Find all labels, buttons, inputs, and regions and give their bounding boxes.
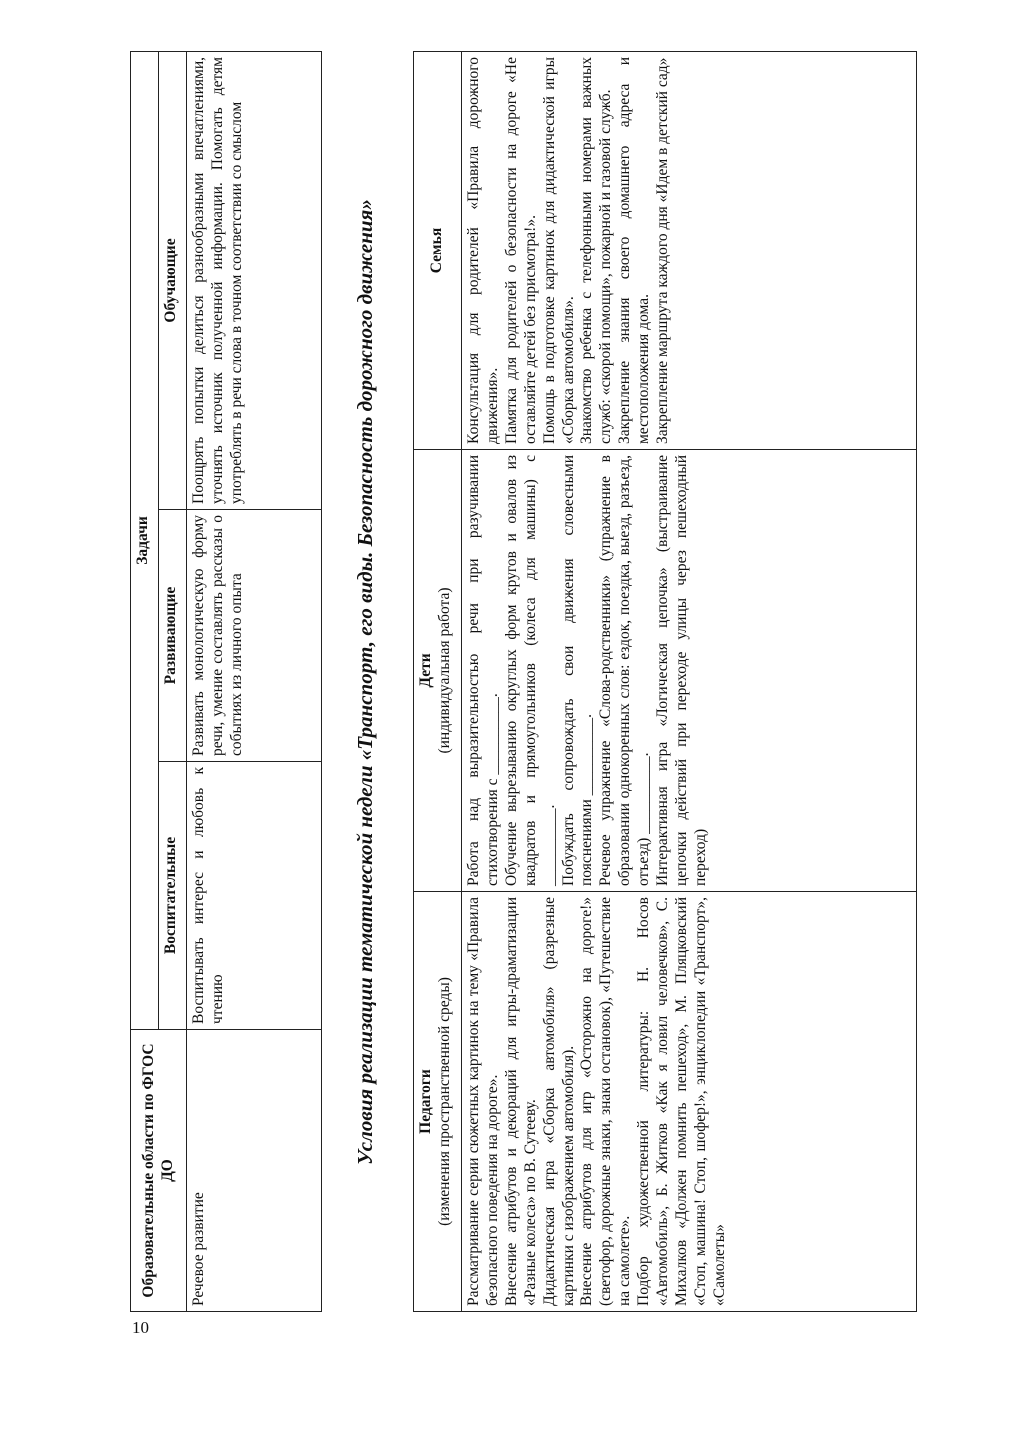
table-row	[414, 52, 462, 1312]
header-tasks: Задачи	[131, 52, 159, 1030]
list-item: Рассматривание серии сюжетных картинок на тему «Правила безопасного поведения на дороге».	[465, 897, 501, 1306]
row-developing: Развивать монологическую форму речи, умение составлять рассказы о событиях из личного опыта	[187, 510, 322, 762]
family-cell	[462, 52, 917, 450]
header-educational: Воспитательные	[159, 762, 187, 1030]
list-item: Внесение атрибутов и декораций для игры-драматизации «Разные колеса» по В. Сутееву.	[502, 897, 539, 1306]
table-row	[462, 52, 917, 1312]
rotated-page-content	[125, 52, 975, 1312]
table-row	[187, 52, 322, 1312]
row-area: Речевое развитие	[187, 1030, 322, 1312]
children-cell	[462, 450, 917, 892]
list-item: Дидактическая игра «Сборка автомобиля» (разрезные картинки с изображением автомобиля).	[540, 897, 577, 1306]
list-item: Консультация для родителей «Правила дорожного движения».	[465, 57, 501, 444]
table-row	[131, 52, 159, 1312]
header-teachers	[414, 892, 462, 1312]
header-teaching: Обучающие	[159, 52, 187, 510]
list-item: Работа над выразительностью речи при разучивании стихотворения с __________.	[465, 455, 501, 886]
list-item: Помощь в подготовке картинок для дидактической игры «Сборка автомобиля».	[540, 57, 577, 444]
list-item: Обучение вырезыванию округлых форм кругов и овалов из квадратов и прямоугольников (колеса для машины) с __________.	[502, 455, 558, 886]
list-item: Интерактивная игра «Логическая цепочка» (выстраивание цепочки действий при переходе улицы через пешеходный переход)	[654, 455, 709, 886]
page-number: 10	[132, 1318, 149, 1337]
list-item: Речевое упражнение «Слова-родственники» (упражнение в образовании однокоренных слов: ездок, поездка, выезд, разъезд, отъезд) __________.	[597, 455, 653, 886]
tasks-table	[130, 51, 322, 1312]
header-children-label: Дети	[417, 653, 434, 688]
header-teachers-label: Педагоги	[417, 1069, 434, 1134]
teachers-cell	[462, 892, 917, 1312]
header-developing: Развивающие	[159, 510, 187, 762]
header-area: Образовательные области по ФГОС ДО	[131, 1030, 187, 1312]
row-teaching: Поощрять попытки делиться разнообразными впечатлениями, уточнять источник полученной информации. Помогать детям употреблять в речи слова в точном соответствии со смыслом	[187, 52, 322, 510]
conditions-table	[413, 51, 917, 1312]
header-children	[414, 450, 462, 892]
header-teachers-sub: (изменения пространственной среды)	[435, 977, 453, 1226]
list-item: Подбор художественной литературы: Н. Носов «Автомобиль», Б. Житков «Как я ловил человечков», С. Михалков «Должен помнить пешеход», М. Пляцковский «Стоп, машина! Стоп, шофер!», энциклопедии «Транспорт», «Самолеты»	[635, 897, 728, 1306]
header-family: Семья	[414, 52, 462, 450]
section-title: Условия реализации тематической недели «Транспорт, его виды. Безопасность дорожного движения»	[353, 199, 377, 1165]
list-item: Закрепление знания своего домашнего адреса и местоположения дома.	[616, 57, 653, 444]
list-item: Закрепление маршрута каждого дня «Идем в детский сад»	[654, 57, 672, 444]
list-item: Побуждать сопровождать свои движения словесными пояснениями __________.	[559, 455, 596, 886]
header-children-sub: (индивидуальная работа)	[435, 587, 453, 754]
row-educational: Воспитывать интерес и любовь к чтению	[187, 762, 322, 1030]
list-item: Знакомство ребенка с телефонными номерами важных служб: «скорой помощи», пожарной и газовой служб.	[578, 57, 615, 444]
list-item: Внесение атрибутов для игр «Осторожно на дороге!» (светофор, дорожные знаки, знаки остановок), «Путешествие на самолете».	[578, 897, 634, 1306]
list-item: Памятка для родителей о безопасности на дороге «Не оставляйте детей без присмотра!».	[502, 57, 539, 444]
